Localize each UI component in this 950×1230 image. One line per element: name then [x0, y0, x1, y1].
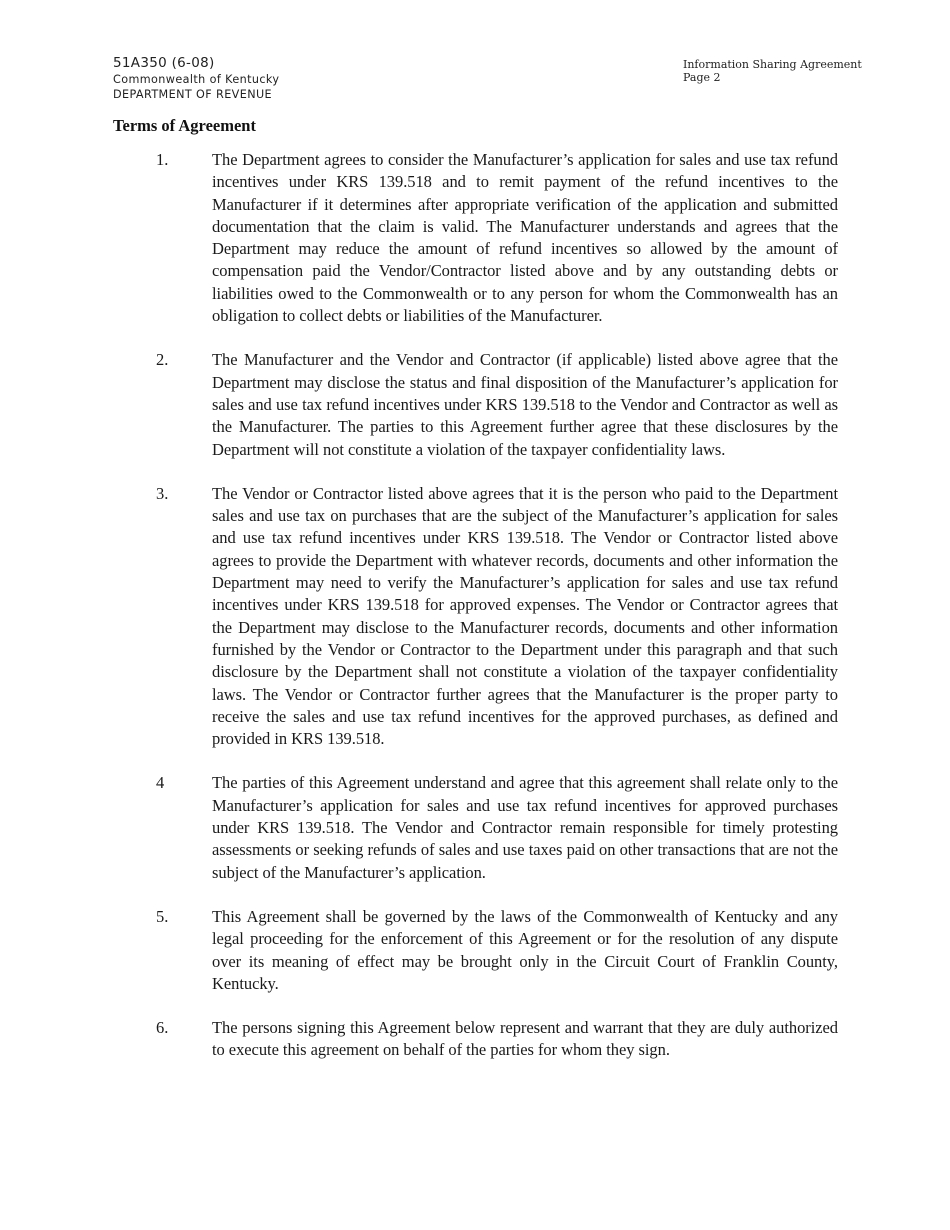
term-item [0, 906, 950, 995]
term-item [0, 772, 950, 883]
term-item [0, 349, 950, 460]
section-title: Terms of Agreement [113, 116, 256, 135]
term-text: The Manufacturer and the Vendor and Contractor (if applicable) listed above agree that the Department may disclose the status and final disposition of the Manufacturer’s application for sales and use tax refund incentives under KRS 139.518 to the Vendor and Contractor as well as the Manufacturer. The parties to this Agreement further agree that these disclosures by the Department will not constitute a violation of the taxpayer confidentiality laws. [212, 350, 838, 459]
form-number: 51A350 (6-08) [113, 55, 215, 71]
form-header [113, 54, 279, 102]
term-number: 2. [156, 350, 169, 370]
term-number: 5. [156, 906, 169, 926]
term-number: 4 [156, 773, 165, 793]
page-number: Page 2 [683, 71, 721, 84]
term-text: The Vendor or Contractor listed above agrees that it is the person who paid to the Department sales and use tax on purchases that are the subject of the Manufacturer’s application for sales and use tax refund incentives under KRS 139.518. The Vendor or Contractor listed above agrees to provide the Department with whatever records, documents and other information the Department may need to verify the Manufacturer’s application for sales and use tax refund incentives under KRS 139.518 for approved expenses. The Vendor or Contractor agrees that the Department may disclose to the Manufacturer records, documents and other information furnished by the Vendor or Contractor to the Department under this paragraph and that such disclosure by the Department shall not constitute a violation of the taxpayer confidentiality laws. The Vendor or Contractor further agrees that the Manufacturer is the proper party to receive the sales and use tax refund incentives for the approved purchases, as defined and provided in KRS 139.518. [212, 483, 838, 749]
terms-list [0, 149, 950, 1084]
term-number: 3. [156, 483, 169, 503]
term-text: This Agreement shall be governed by the laws of the Commonwealth of Kentucky and any legal proceeding for the enforcement of this Agreement or for the resolution of any dispute over its meaning of effect may be brought only in the Circuit Court of Franklin County, Kentucky. [212, 906, 838, 993]
term-item [0, 483, 950, 751]
term-text: The Department agrees to consider the Manufacturer’s application for sales and use tax refund incentives under KRS 139.518 and to remit payment of the refund incentives to the Manufacturer if it determines after appropriate verification of the application and submitted documentation that the claim is valid. The Manufacturer understands and agrees that the Department may reduce the amount of refund incentives so allowed by the amount of compensation paid the Vendor/Contractor listed above and by any outstanding debts or liabilities owed to the Commonwealth or to any person for whom the Commonwealth has an obligation to collect debts or liabilities of the Manufacturer. [212, 150, 838, 326]
term-item [0, 149, 950, 327]
document-title: Information Sharing Agreement [683, 58, 862, 71]
term-number: 1. [156, 150, 169, 169]
term-text: The persons signing this Agreement below represent and warrant that they are duly authorized to execute this agreement on behalf of the parties for whom they sign. [212, 1018, 838, 1060]
state-name: Commonwealth of Kentucky [113, 73, 280, 86]
term-text: The parties of this Agreement understand and agree that this agreement shall relate only to the Manufacturer’s application for sales and use tax refund incentives for approved purchases under KRS 139.518. The Vendor and Contractor remain responsible for timely protesting assessments or seeking refunds of sales and use taxes paid on other transactions that are not the subject of the Manufacturer’s application. [212, 773, 838, 882]
page-header-right [683, 58, 862, 84]
department-name: DEPARTMENT OF REVENUE [113, 88, 273, 101]
term-item [0, 1017, 950, 1062]
term-number: 6. [156, 1018, 169, 1038]
